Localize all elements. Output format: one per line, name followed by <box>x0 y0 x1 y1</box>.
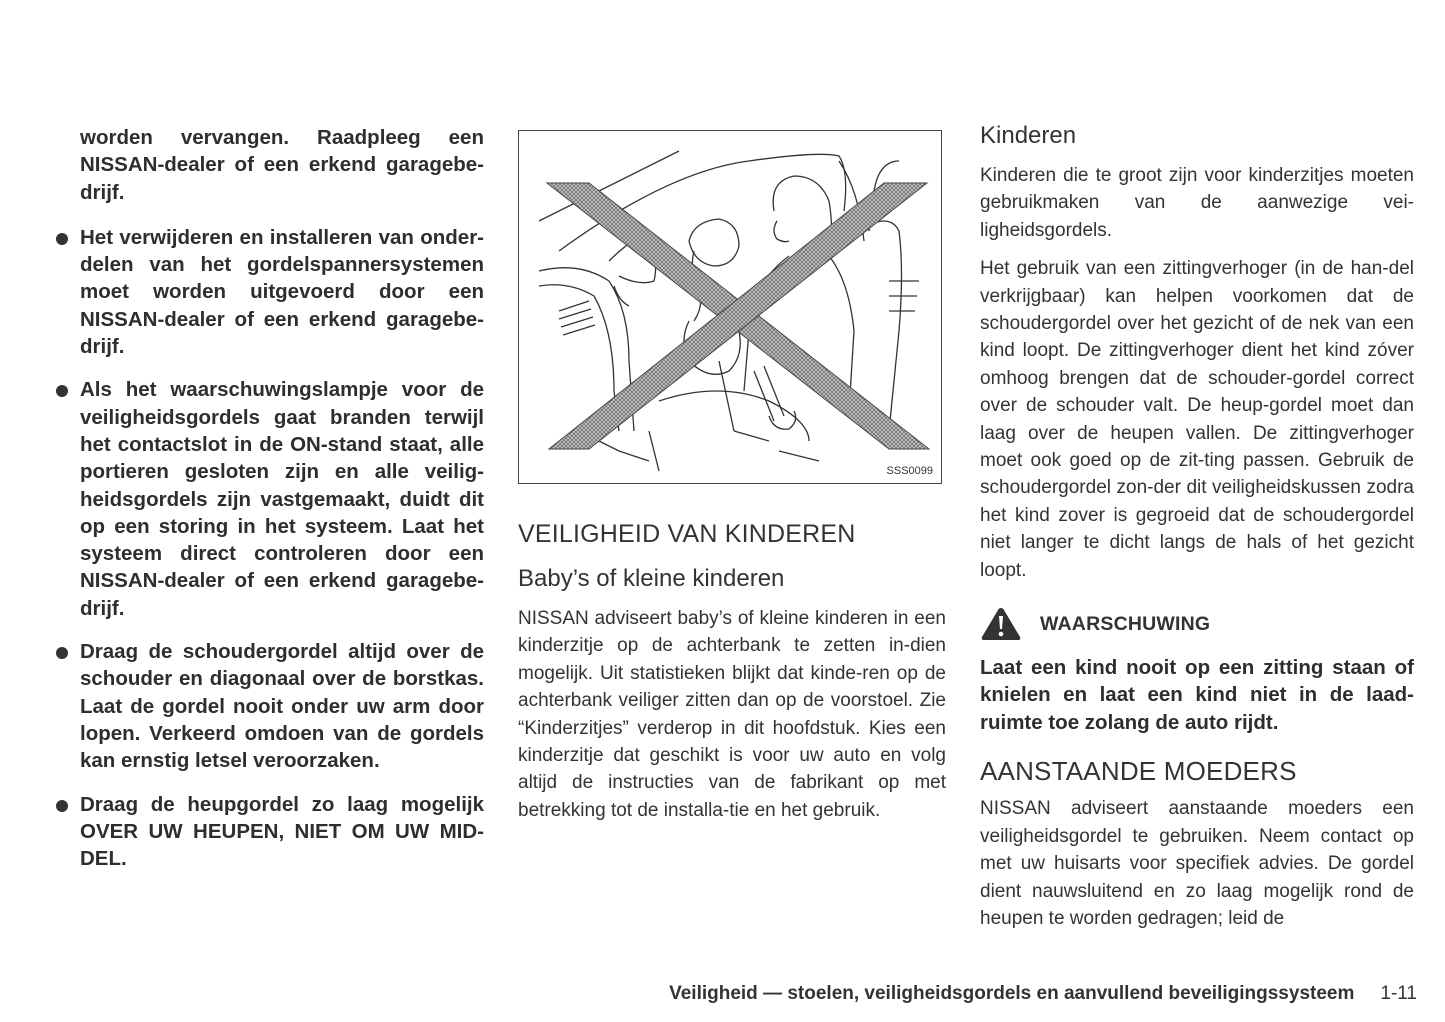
warning-triangle-icon <box>980 606 1022 642</box>
left-column <box>52 124 484 888</box>
bullet-item <box>52 638 484 774</box>
child-on-lap-crossed-out-illustration <box>519 131 943 485</box>
bullet-item <box>52 791 484 873</box>
continuation-text <box>52 124 484 206</box>
warning-header <box>980 606 1414 642</box>
bullet-icon <box>56 385 68 397</box>
bullet-text: Het verwijderen en installeren van onder-delen van het gordelspannersystemen moet worden uitgevoerd door een NISSAN-dealer of een erkend garagebe-drijf. <box>80 225 484 359</box>
bullet-text: Draag de schoudergordel altijd over de schouder en diagonaal over de borstkas. Laat de gordel nooit onder uw arm door lopen. Verkeerd omdoen van de gordels kan ernstig letsel veroorzaken. <box>80 640 484 773</box>
bullet-icon <box>56 647 68 659</box>
page-footer <box>669 983 1417 1005</box>
warning-label: WAARSCHUWING <box>1040 612 1211 635</box>
illustration-figure <box>518 130 942 484</box>
bullet-item <box>52 376 484 622</box>
continuation-paragraph: worden vervangen. Raadpleeg een NISSAN-dealer of een erkend garagebe-drijf. <box>80 126 484 204</box>
middle-column <box>518 130 946 824</box>
bullet-item <box>52 224 484 360</box>
footer-section-title: Veiligheid — stoelen, veiligheidsgordels en aanvullend beveiligingssysteem <box>669 983 1355 1004</box>
page-number: 1-11 <box>1380 983 1417 1004</box>
body-paragraph: Kinderen die te groot zijn voor kinderzitjes moeten gebruikmaken van de aanwezige vei-ligheidsgordels. <box>980 165 1414 241</box>
warning-text: Laat een kind nooit op een zitting staan of knielen en laat een kind niet in de laad-ruimte toe zolang de auto rijdt. <box>980 656 1414 734</box>
subsection-heading: Kinderen <box>980 122 1077 149</box>
right-column <box>980 122 1414 933</box>
bullet-text: Als het waarschuwingslampje voor de veiligheidsgordels gaat branden terwijl het contactslot in de ON-stand staat, alle portieren gesloten zijn en alle veilig-heidsgordels zijn vastgemaakt, duidt dit op een storing in het systeem. Laat het systeem direct controleren door een NISSAN-dealer of een erkend garagebe-drijf. <box>80 378 484 620</box>
subsection-heading: Baby’s of kleine kinderen <box>518 565 785 592</box>
body-paragraph: NISSAN adviseert aanstaande moeders een veiligheidsgordel te gebruiken. Neem contact op met uw huisarts voor specifiek advies. De gordel dient nauwsluitend en zo laag mogelijk rond de heupen te worden gedragen; leid de <box>980 798 1414 930</box>
body-paragraph: NISSAN adviseert baby’s of kleine kinderen in een kinderzitje op de achterbank te zetten in-dien mogelijk. Uit statistieken blijkt dat kinde-ren op de achterbank veiliger zitten dan op de voorstoel. Zie “Kinderzitjes” verderop in dit hoofdstuk. Kies een kinderzitje dat geschikt is voor uw auto en volg altijd de instructies van de fabrikant op met betrekking tot de installa-tie en het gebruik. <box>518 608 946 821</box>
bullet-icon <box>56 233 68 245</box>
section-heading: VEILIGHEID VAN KINDEREN <box>518 520 856 548</box>
body-paragraph: Het gebruik van een zittingverhoger (in de han-del verkrijgbaar) kan helpen voorkomen dat de schoudergordel over het gezicht of de nek van een kind loopt. De zittingverhoger dient het kind zóver omhoog brengen dat de schouder-gordel correct over de schouder valt. De heup-gordel moet dan laag over de heupen vallen. De zittingverhoger moet ook goed op de zit-ting passen. Gebruik de schoudergordel zon-der dit veiligheidskussen zodra het kind zover is gegroeid dat de schoudergordel niet langer te dicht langs de hals of het gezicht loopt. <box>980 258 1414 581</box>
bullet-icon <box>56 800 68 812</box>
figure-code: SSS0099 <box>886 465 933 477</box>
section-heading: AANSTAANDE MOEDERS <box>980 756 1297 787</box>
bullet-text: Draag de heupgordel zo laag mogelijk OVER UW HEUPEN, NIET OM UW MID-DEL. <box>80 792 484 871</box>
